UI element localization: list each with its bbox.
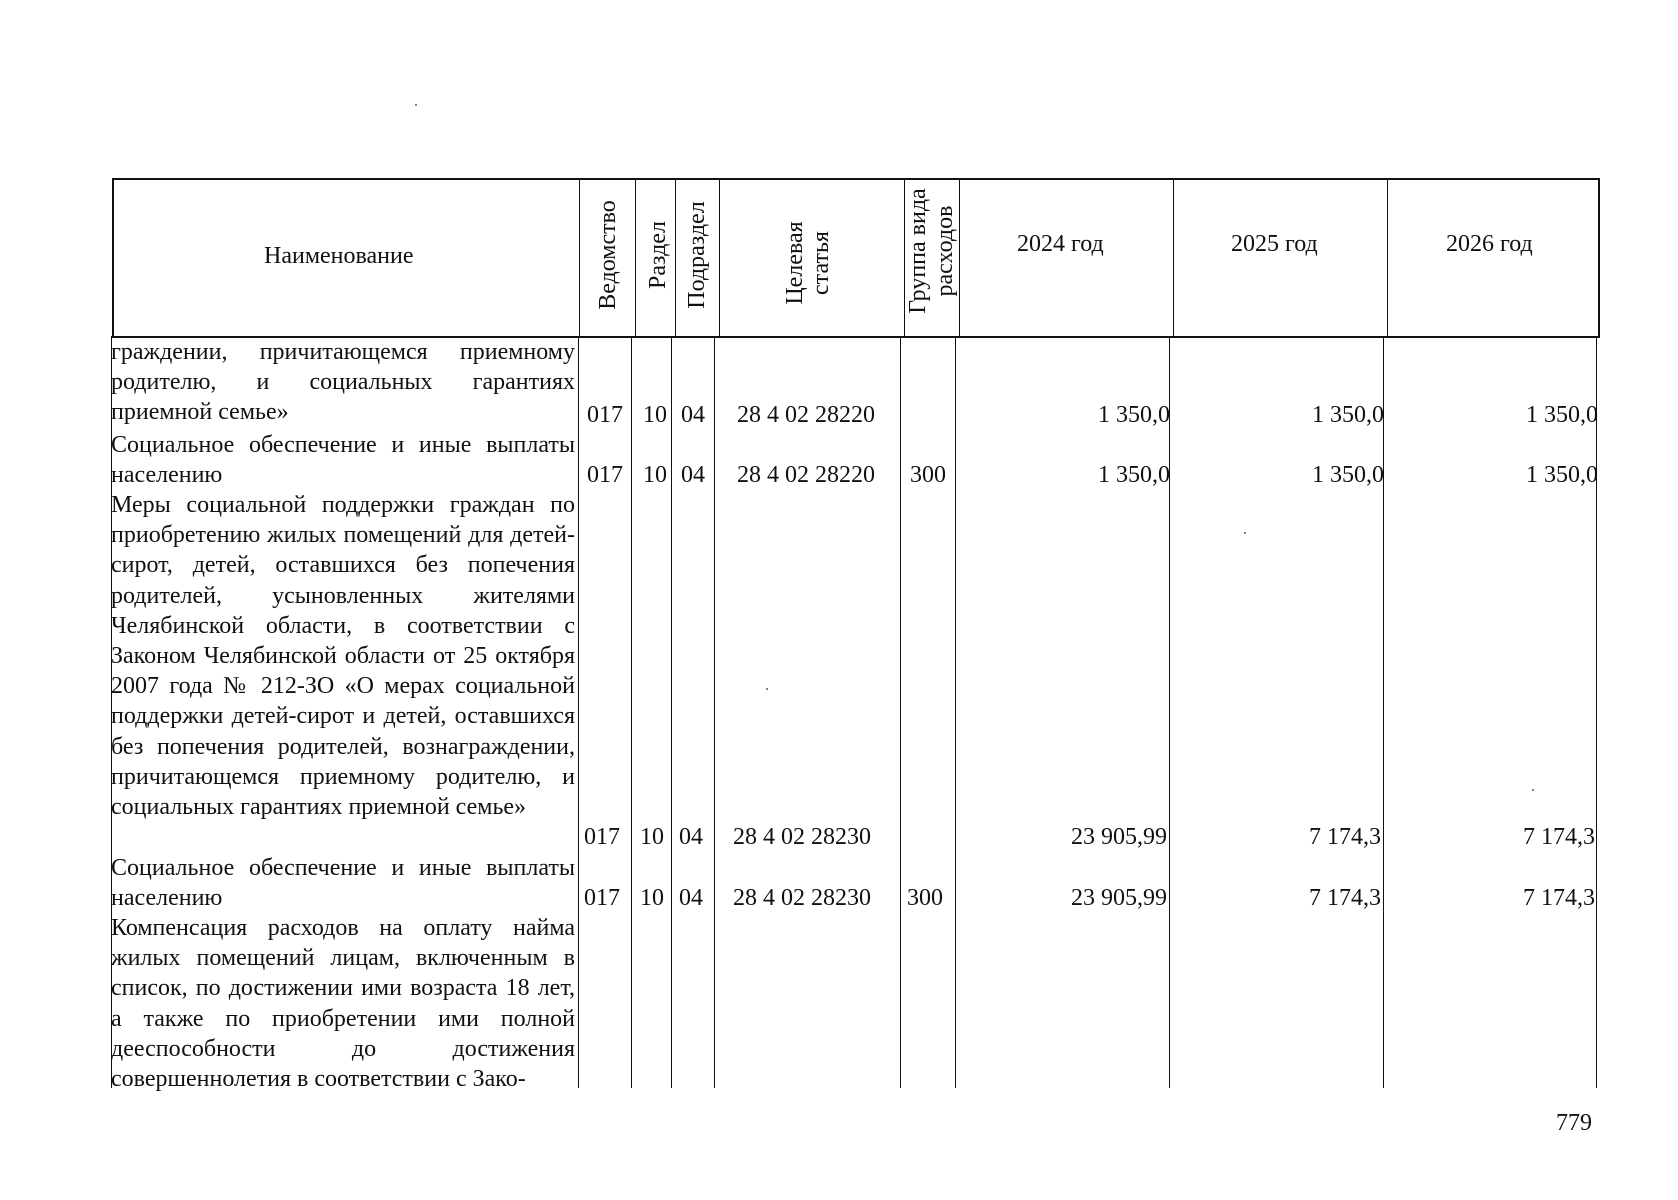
col-divider <box>714 336 715 1088</box>
col-divider <box>1387 178 1388 338</box>
row-name: Социальное обеспечение и иные выплаты населению <box>111 855 575 912</box>
col-divider <box>578 336 579 1088</box>
header-year-2026: 2026 год <box>1446 231 1533 257</box>
scan-speck <box>1244 532 1246 534</box>
header-year-2024: 2024 год <box>1017 231 1104 257</box>
cell-razdel: 10 <box>640 824 664 850</box>
col-divider <box>579 178 580 338</box>
scan-speck <box>766 688 768 690</box>
header-podrazdel: Подраздел <box>684 201 710 309</box>
cell-podrazdel: 04 <box>679 824 703 850</box>
col-divider <box>671 336 672 1088</box>
col-divider <box>675 178 676 338</box>
cell-2026: 1 350,0 <box>1526 462 1598 488</box>
scan-speck <box>415 104 417 106</box>
cell-celevaya: 28 4 02 28220 <box>737 402 875 428</box>
col-divider <box>1173 178 1174 338</box>
cell-2025: 1 350,0 <box>1312 402 1384 428</box>
row-name: граждении, причитающемся приемному родителю, и социальных гарантиях приемной семье» <box>111 339 575 426</box>
cell-2025: 1 350,0 <box>1312 462 1384 488</box>
cell-2024: 1 350,0 <box>1098 402 1170 428</box>
cell-vedomstvo: 017 <box>587 462 623 488</box>
col-divider <box>1383 336 1384 1088</box>
cell-celevaya: 28 4 02 28220 <box>737 462 875 488</box>
col-divider <box>1169 336 1170 1088</box>
cell-razdel: 10 <box>640 885 664 911</box>
row-name: Социальное обеспечение и иные выплаты населению <box>111 432 575 489</box>
header-celevaya-line1: Целевая <box>782 221 808 305</box>
cell-celevaya: 28 4 02 28230 <box>733 885 871 911</box>
cell-2025: 7 174,3 <box>1309 824 1381 850</box>
cell-2025: 7 174,3 <box>1309 885 1381 911</box>
cell-razdel: 10 <box>643 402 667 428</box>
cell-2026: 1 350,0 <box>1526 402 1598 428</box>
header-vedomstvo: Ведомство <box>595 200 621 310</box>
cell-2024: 23 905,99 <box>1071 885 1167 911</box>
cell-celevaya: 28 4 02 28230 <box>733 824 871 850</box>
cell-vedomstvo: 017 <box>587 402 623 428</box>
col-divider <box>1596 336 1597 1088</box>
header-year-2025: 2025 год <box>1231 231 1318 257</box>
col-divider <box>900 336 901 1088</box>
header-gruppa-line2: расходов <box>932 205 958 297</box>
scan-speck <box>1532 789 1534 791</box>
cell-vedomstvo: 017 <box>584 885 620 911</box>
header-gruppa-line1: Группа вида <box>905 188 931 314</box>
cell-gruppa: 300 <box>907 885 943 911</box>
header-razdel: Раздел <box>645 221 671 289</box>
page-number: 779 <box>1556 1110 1592 1136</box>
row-name: Меры социальной поддержки граждан по приобретению жилых помещений для детей-сирот, детей, оставшихся без попечения родителей, усыновленных жителями Челябинской области, в соответствии с Законом Челябинской области от 25 октября 2007 года № 212-ЗО «О мерах социальной поддержки детей-сирот и детей, оставшихся без попечения родителей, вознаграждении, причитающемся приемному родителю, и социальных гарантиях приемной семье» <box>111 492 575 821</box>
cell-podrazdel: 04 <box>681 462 705 488</box>
cell-2024: 23 905,99 <box>1071 824 1167 850</box>
col-divider <box>719 178 720 338</box>
cell-2026: 7 174,3 <box>1523 824 1595 850</box>
cell-podrazdel: 04 <box>679 885 703 911</box>
cell-vedomstvo: 017 <box>584 824 620 850</box>
cell-2024: 1 350,0 <box>1098 462 1170 488</box>
col-divider <box>631 336 632 1088</box>
cell-gruppa: 300 <box>910 462 946 488</box>
cell-podrazdel: 04 <box>681 402 705 428</box>
row-name: Компенсация расходов на оплату найма жилых помещений лицам, включенным в список, по достижении ими возраста 18 лет, а также по приобретении ими полной дееспособности до достижения совершеннолетия в соответствии с Зако- <box>111 915 575 1093</box>
col-divider <box>635 178 636 338</box>
cell-2026: 7 174,3 <box>1523 885 1595 911</box>
col-divider <box>955 336 956 1088</box>
header-name: Наименование <box>264 243 414 269</box>
cell-razdel: 10 <box>643 462 667 488</box>
header-celevaya-line2: статья <box>808 231 834 295</box>
